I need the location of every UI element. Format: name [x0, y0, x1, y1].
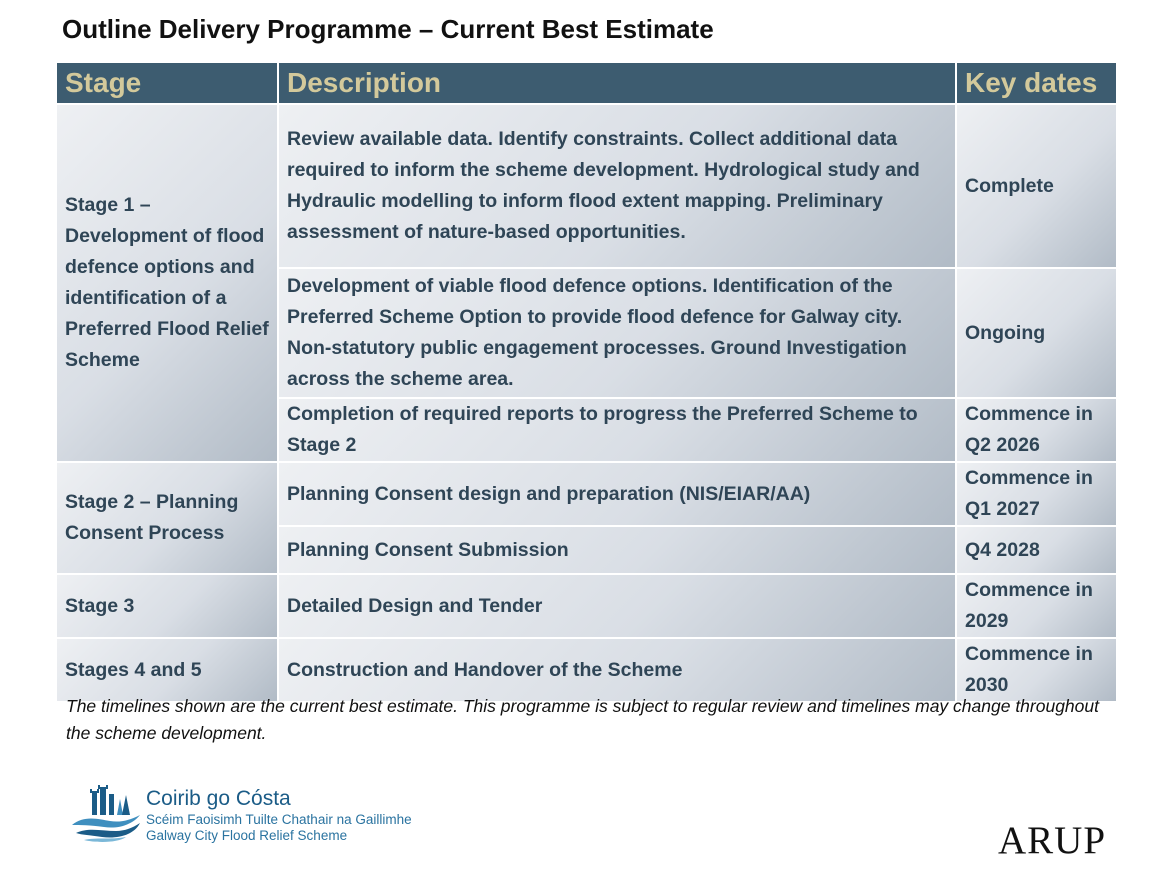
header-description: Description [278, 62, 956, 104]
header-key-dates: Key dates [956, 62, 1117, 104]
stage-cell: Stage 3 [56, 574, 278, 638]
timeline-disclaimer: The timelines shown are the current best estimate. This programme is subject to regular review and timelines may change throughout the scheme development. [66, 696, 1099, 743]
stage-cell: Stage 1 – Development of flood defence options and identification of a Preferred Flood Relief Scheme [56, 104, 278, 462]
key-date-cell: Q4 2028 [956, 526, 1117, 574]
header-stage: Stage [56, 62, 278, 104]
stage-cell: Stage 2 – Planning Consent Process [56, 462, 278, 574]
description-cell: Review available data. Identify constraints. Collect additional data required to inform the scheme development. Hydrological study and Hydraulic modelling to inform flood extent mapping. Preliminary assessment of nature-based opportunities. [278, 104, 956, 268]
logo-name: Coirib go Cósta [146, 787, 291, 810]
description-cell: Completion of required reports to progress the Preferred Scheme to Stage 2 [278, 398, 956, 462]
delivery-programme-table [55, 61, 1118, 703]
table-row [56, 574, 1117, 638]
logo-subtitle-english: Galway City Flood Relief Scheme [146, 828, 348, 843]
description-cell: Planning Consent design and preparation (NIS/EIAR/AA) [278, 462, 956, 526]
key-date-cell: Commence in Q1 2027 [956, 462, 1117, 526]
key-date-cell: Commence in Q2 2026 [956, 398, 1117, 462]
table-row [56, 104, 1117, 268]
table-header-row [56, 62, 1117, 104]
description-cell: Detailed Design and Tender [278, 574, 956, 638]
description-cell: Planning Consent Submission [278, 526, 956, 574]
key-date-cell: Commence in 2030 [956, 638, 1117, 702]
key-date-cell: Ongoing [956, 268, 1117, 398]
castle-waves-icon [70, 785, 142, 843]
stage-cell: Stages 4 and 5 [56, 638, 278, 702]
key-date-cell: Complete [956, 104, 1117, 268]
page-title: Outline Delivery Programme – Current Best Estimate [62, 14, 714, 44]
description-cell: Development of viable flood defence options. Identification of the Preferred Scheme Option to provide flood defence for Galway city. Non-statutory public engagement processes. Ground Investigation across the scheme area. [278, 268, 956, 398]
arup-logo: ARUP [998, 819, 1107, 862]
table-row [56, 462, 1117, 526]
coirib-go-costa-logo [70, 785, 450, 845]
description-cell: Construction and Handover of the Scheme [278, 638, 956, 702]
logo-subtitle-irish: Scéim Faoisimh Tuilte Chathair na Gaillimhe [146, 812, 412, 827]
key-date-cell: Commence in 2029 [956, 574, 1117, 638]
